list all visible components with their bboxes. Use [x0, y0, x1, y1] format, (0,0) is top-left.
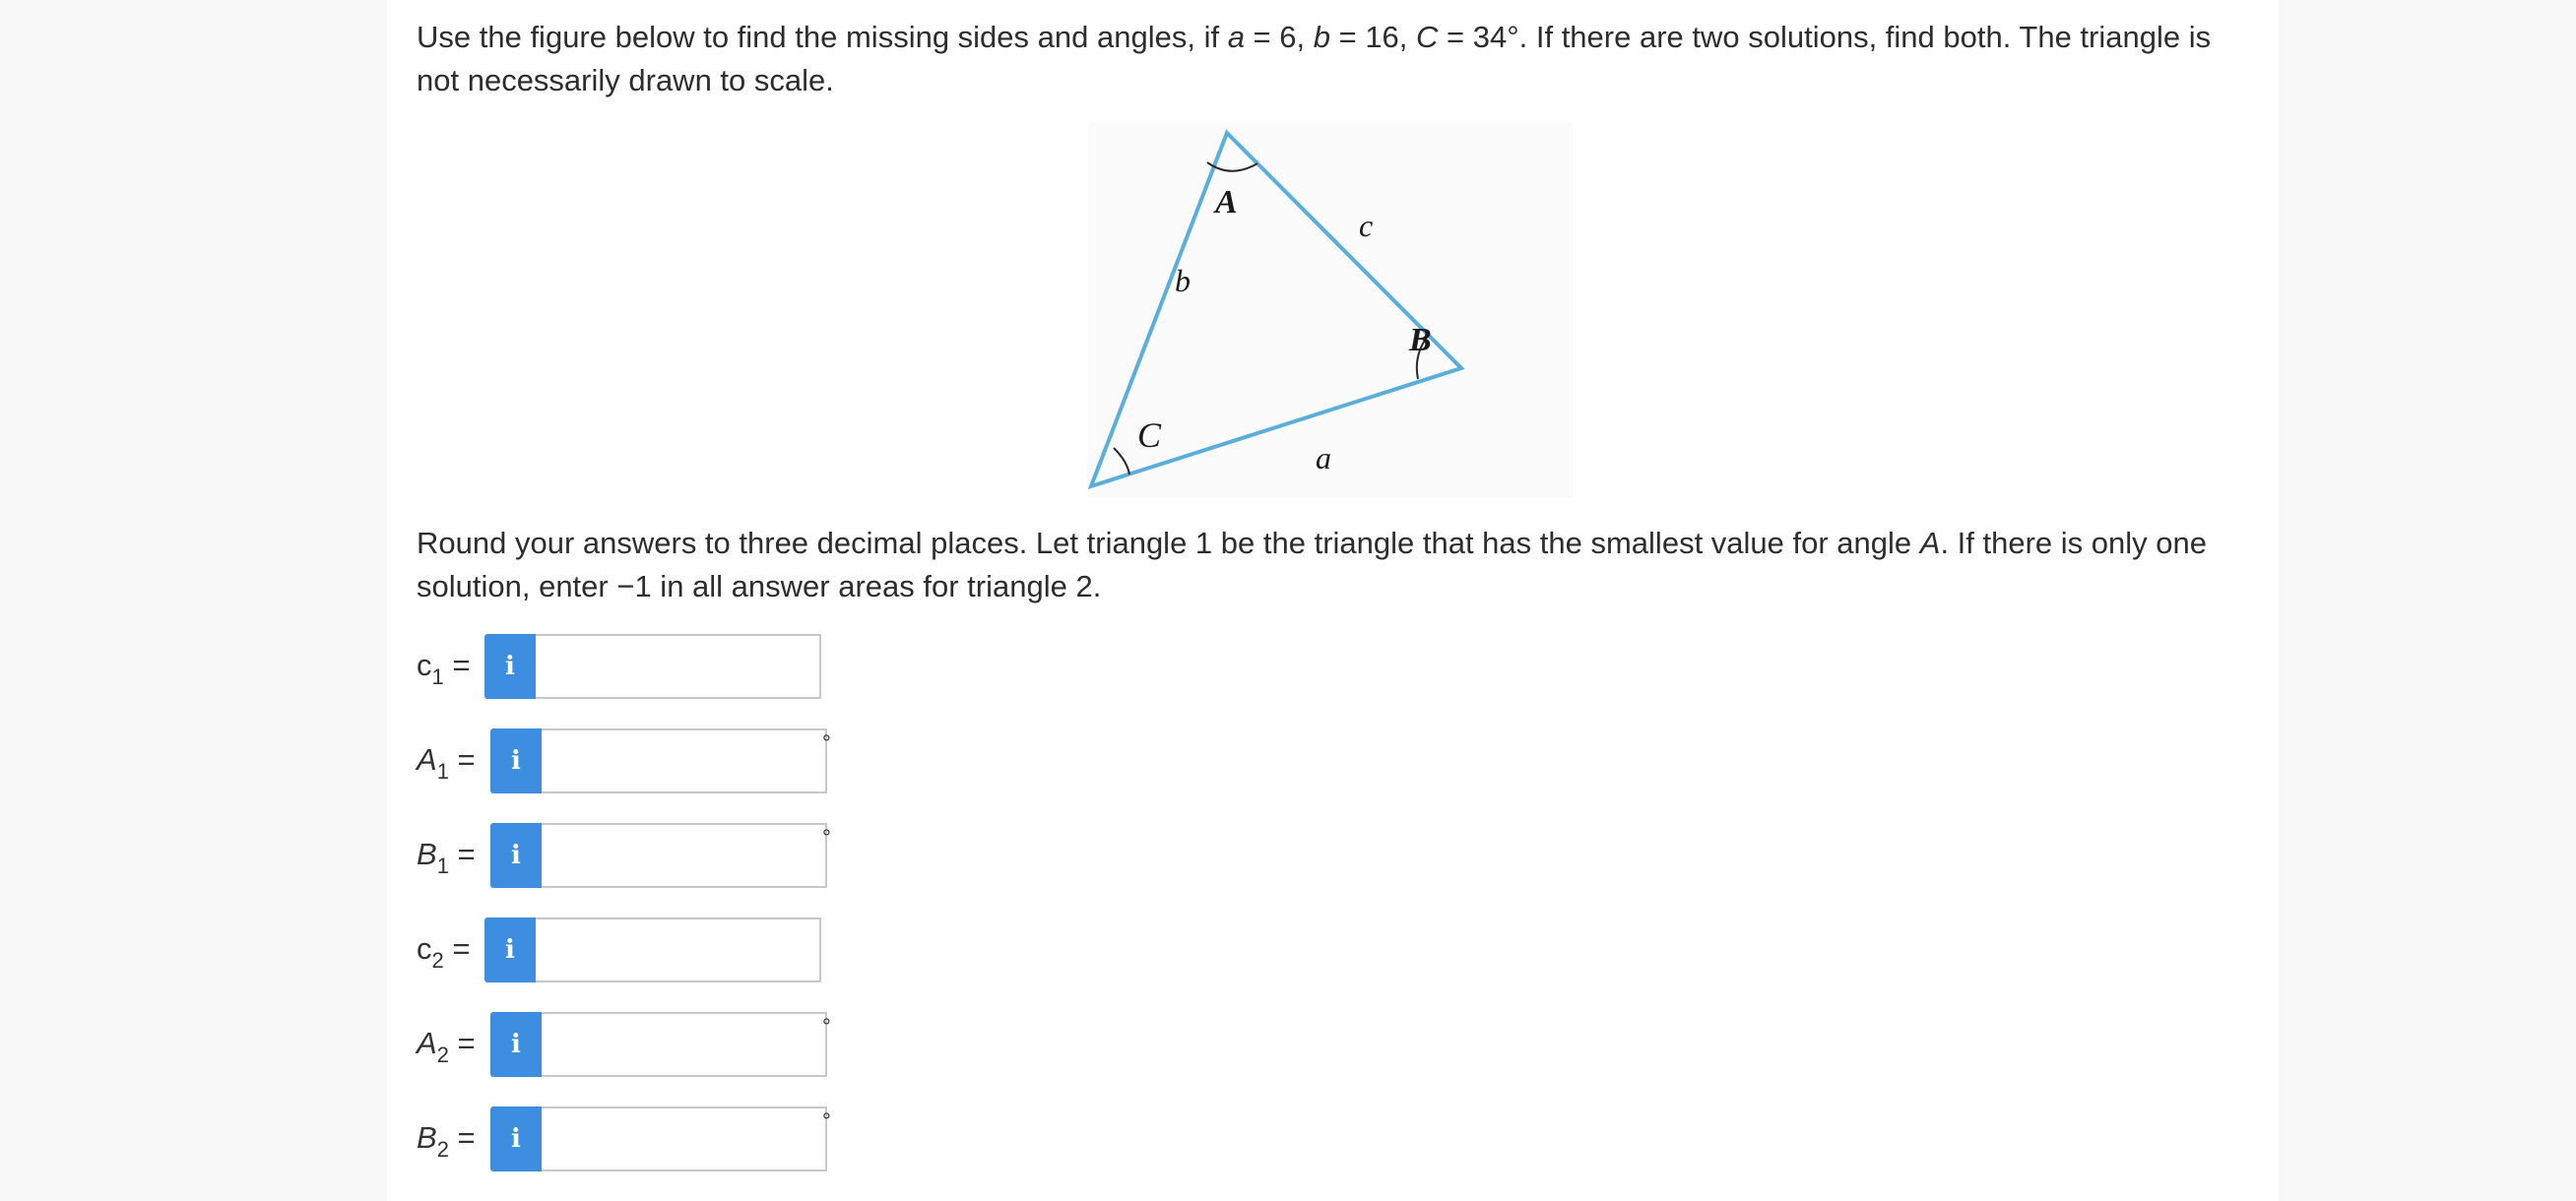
side-label-b: b [1175, 263, 1191, 298]
angle-arc-C [1114, 448, 1129, 474]
value-C-and-note: = 34°. If there are two solutions, find both. The triangle is not necessarily drawn to scale. [417, 20, 2212, 97]
label-B1-var: B [417, 837, 437, 871]
vertex-label-B: B [1409, 322, 1432, 358]
label-B1-sub: 1 [436, 853, 449, 878]
answer-input-B1[interactable] [542, 823, 827, 888]
triangle-diagram [1088, 122, 1573, 498]
degree-symbol-B1: ° [822, 825, 831, 850]
answer-input-c2[interactable] [536, 917, 821, 982]
triangle-figure [1088, 122, 1573, 498]
value-a: = 6, [1244, 20, 1314, 54]
label-A1-eq: = [448, 742, 476, 777]
var-A: A [1919, 526, 1941, 560]
degree-symbol-B2: ° [822, 1108, 831, 1133]
info-button-c2[interactable]: i [484, 917, 536, 982]
label-c2-var: c [417, 931, 432, 966]
label-c1-eq: = [443, 648, 471, 682]
degree-symbol-A2: ° [822, 1014, 831, 1039]
info-button-B2[interactable]: i [490, 1106, 542, 1171]
label-B2-eq: = [448, 1120, 476, 1155]
label-A2 [417, 1024, 476, 1066]
label-A2-eq: = [448, 1026, 476, 1060]
label-A1 [417, 740, 476, 783]
answer-input-A1[interactable] [542, 728, 827, 793]
var-b: b [1313, 20, 1330, 54]
label-B2-sub: 2 [436, 1137, 449, 1162]
label-B1 [417, 835, 476, 877]
degree-symbol-A1: ° [822, 730, 831, 755]
instructions-text-start: Round your answers to three decimal places. Let triangle 1 be the triangle that has the smallest value for angle [417, 526, 1920, 560]
rounding-instructions [417, 522, 2248, 608]
question-panel [387, 0, 2279, 1201]
info-button-c1[interactable]: i [484, 634, 536, 699]
label-B1-eq: = [448, 837, 476, 871]
info-button-B1[interactable]: i [490, 823, 542, 888]
label-B2 [417, 1118, 476, 1161]
var-a: a [1227, 20, 1245, 54]
label-c2 [417, 929, 470, 972]
info-button-A1[interactable]: i [490, 728, 542, 793]
side-label-c: c [1359, 208, 1374, 243]
label-c1-var: c [417, 648, 432, 682]
answer-input-A2[interactable] [542, 1012, 827, 1077]
label-c2-eq: = [443, 931, 471, 966]
instructions-text-end: . If there is only one solution, enter −1 in all answer areas for triangle 2. [417, 526, 2207, 603]
answer-input-B2[interactable] [542, 1106, 827, 1171]
value-b: = 16, [1329, 20, 1417, 54]
label-c2-sub: 2 [431, 948, 444, 973]
vertex-label-A: A [1215, 184, 1238, 221]
answer-input-c1[interactable] [536, 634, 821, 699]
label-c1-sub: 1 [431, 664, 444, 689]
label-A1-var: A [417, 742, 437, 777]
label-A2-sub: 2 [436, 1043, 449, 1067]
label-B2-var: B [417, 1120, 437, 1155]
var-C: C [1416, 20, 1439, 54]
label-A1-sub: 1 [436, 759, 449, 784]
side-label-a: a [1316, 440, 1331, 475]
vertex-label-C: C [1137, 415, 1162, 455]
problem-statement [417, 16, 2248, 102]
problem-intro: Use the figure below to find the missing sides and angles, if [417, 20, 1228, 54]
label-c1 [417, 646, 470, 688]
label-A2-var: A [417, 1026, 437, 1060]
info-button-A2[interactable]: i [490, 1012, 542, 1077]
